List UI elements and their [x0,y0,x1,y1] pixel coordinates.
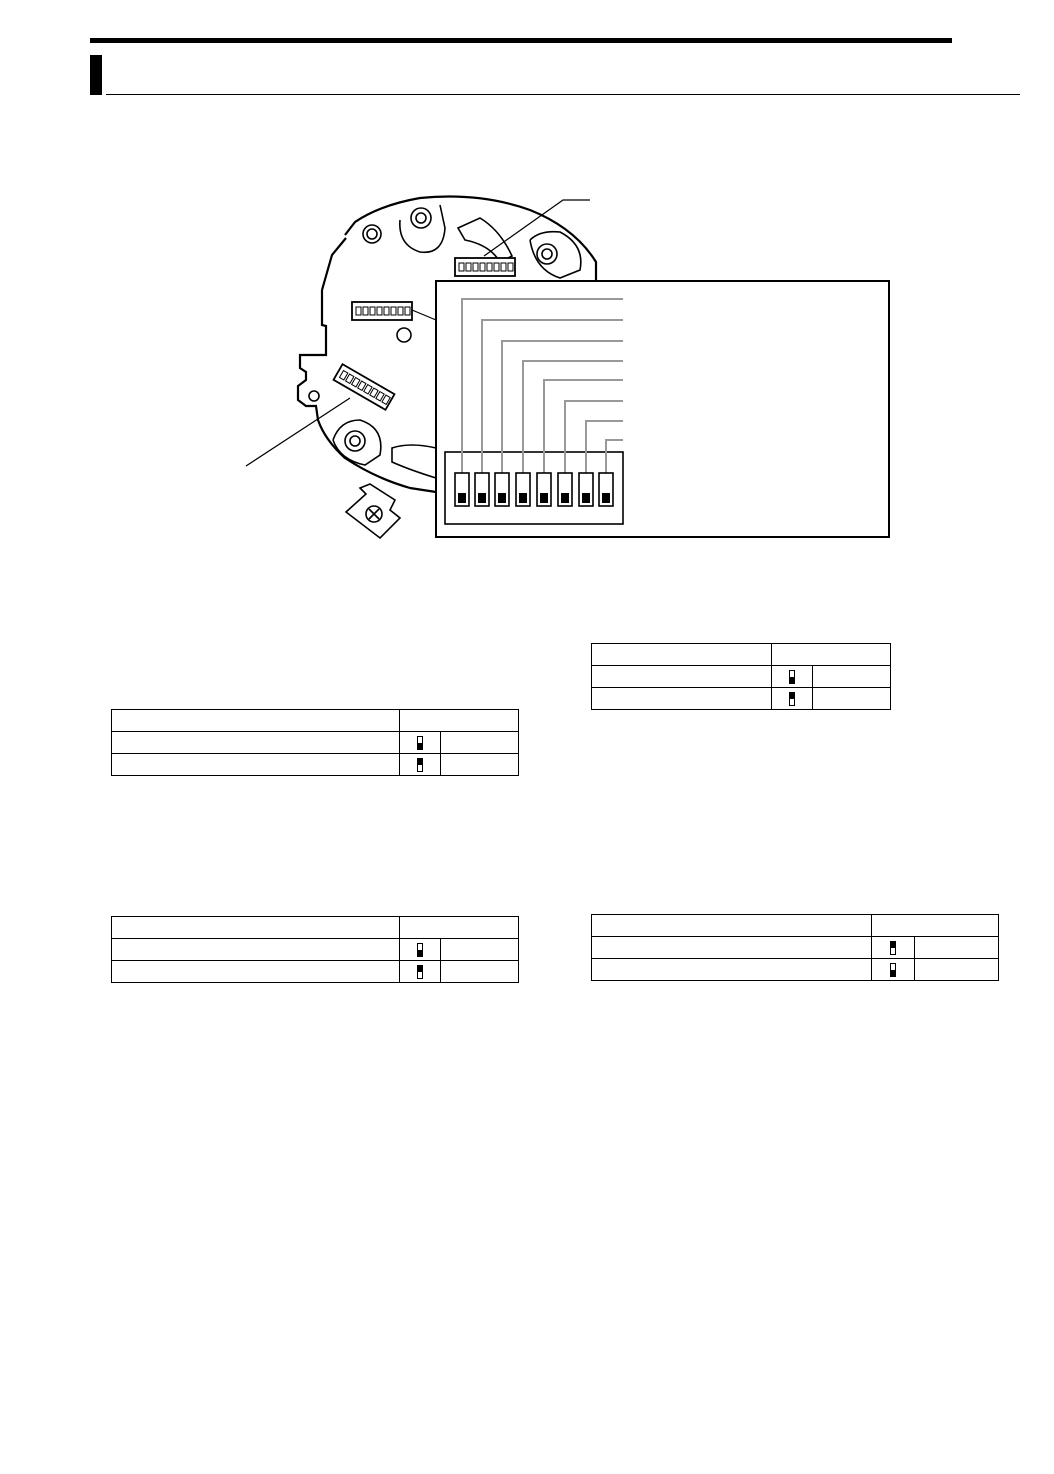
table-row [112,732,519,754]
row-value [441,754,519,776]
row-value [915,937,999,959]
dip-switch-enlarged [445,452,623,524]
switch-down-icon [417,943,423,957]
switch-table-c [591,643,891,710]
camera-base-diagram [0,0,1054,560]
table-row [592,959,999,981]
row-label [592,688,772,710]
row-label [592,937,872,959]
dip-switch-7 [579,473,593,506]
header-cell-setting [592,915,872,937]
header-cell-setting [592,644,772,666]
switch-table-a [111,709,519,776]
table-row [592,688,891,710]
row-value [441,939,519,961]
row-label [112,732,400,754]
row-label [112,939,400,961]
switch-down-icon [789,670,795,684]
dip-switch-4 [516,473,530,506]
row-label [592,959,872,981]
table-header-row [112,710,519,732]
row-label [592,666,772,688]
switch-up-icon [417,758,423,772]
dip-switch-3 [495,473,509,506]
switch-down-icon [890,963,896,977]
row-label [112,961,400,983]
header-cell-setting [112,710,400,732]
row-value [441,732,519,754]
switch-up-icon [417,965,423,979]
table-header-row [592,644,891,666]
dip-switch-1 [455,473,469,506]
header-cell-switch [400,917,519,939]
switch-table-b [111,916,519,983]
board-dip-middle [352,302,412,320]
row-label [112,754,400,776]
header-cell-switch [772,644,891,666]
dip-switch-5 [537,473,551,506]
table-header-row [592,915,999,937]
table-header-row [112,917,519,939]
row-value [441,961,519,983]
table-row [592,937,999,959]
table-row [112,961,519,983]
header-cell-switch [872,915,999,937]
board-dip-top [455,258,515,276]
table-row [112,754,519,776]
header-cell-switch [400,710,519,732]
dip-switch-8 [599,473,613,506]
switch-up-icon [789,692,795,706]
row-value [915,959,999,981]
switch-up-icon [890,941,896,955]
row-value [813,666,891,688]
dip-switch-6 [558,473,572,506]
header-cell-setting [112,917,400,939]
dip-switch-2 [475,473,489,506]
switch-down-icon [417,736,423,750]
table-row [112,939,519,961]
table-row [592,666,891,688]
row-value [813,688,891,710]
switch-table-d [591,914,999,981]
